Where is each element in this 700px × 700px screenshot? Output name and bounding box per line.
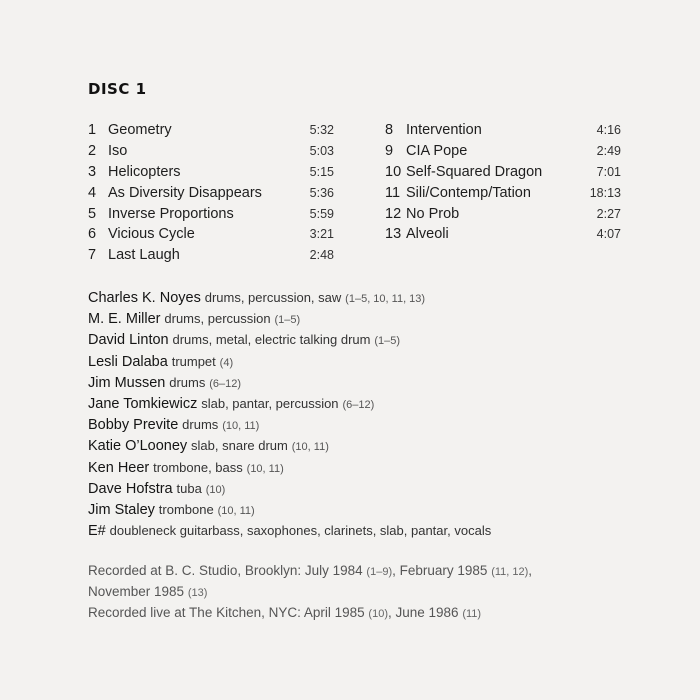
tracklist-left — [88, 122, 334, 268]
track-title: Sili/Contemp/Tation — [406, 184, 531, 201]
track-row — [88, 185, 334, 206]
studio-text: November 1985 — [88, 584, 185, 599]
track-refs: (1–9) — [366, 566, 393, 578]
track-refs: (10, 11) — [291, 441, 329, 454]
track-row — [385, 143, 621, 164]
track-duration: 5:32 — [309, 123, 334, 137]
credit-line — [88, 437, 648, 458]
track-refs: (13) — [187, 587, 208, 599]
track-number: 12 — [385, 205, 402, 222]
track-duration: 3:21 — [309, 227, 334, 242]
musician-name: M. E. Miller — [88, 311, 161, 328]
recording-info — [88, 561, 608, 624]
musician-name: Jane Tomkiewicz — [88, 395, 198, 412]
instruments: tuba — [176, 480, 202, 496]
credit-line — [88, 289, 648, 310]
track-row — [88, 143, 334, 164]
track-refs: (11) — [462, 608, 482, 620]
track-duration: 2:49 — [596, 143, 621, 158]
track-title: Last Laugh — [108, 247, 180, 264]
track-number: 11 — [385, 184, 401, 201]
track-title: Inverse Proportions — [108, 205, 234, 222]
track-title: Self-Squared Dragon — [406, 163, 543, 180]
musician-name: David Linton — [88, 332, 169, 349]
credit-line — [88, 331, 648, 352]
track-row — [385, 206, 621, 227]
credit-line — [88, 374, 648, 395]
track-duration: 18:13 — [589, 185, 621, 200]
instruments: trombone — [158, 501, 214, 517]
track-number: 7 — [88, 247, 97, 264]
track-duration: 4:16 — [596, 123, 621, 137]
track-title: Alveoli — [406, 226, 449, 243]
musician-name: Katie O’Looney — [88, 438, 188, 455]
track-title: No Prob — [406, 205, 460, 222]
track-duration: 2:48 — [309, 248, 334, 263]
track-title: CIA Pope — [406, 142, 468, 159]
credit-line — [88, 395, 648, 416]
studio-text: , February 1985 — [392, 563, 488, 578]
track-duration: 4:07 — [596, 227, 621, 242]
track-number: 13 — [385, 226, 402, 243]
track-title: Intervention — [406, 122, 482, 138]
track-refs: (4) — [219, 356, 234, 369]
track-row — [88, 206, 334, 227]
instruments: drums, percussion, saw — [204, 290, 342, 305]
track-refs: (11, 12) — [491, 566, 529, 578]
instruments: trombone, bass — [153, 459, 243, 475]
credit-line — [88, 353, 648, 374]
track-duration: 5:03 — [309, 143, 334, 158]
credit-line — [88, 522, 648, 543]
instruments: drums, percussion — [164, 311, 271, 327]
instruments: trumpet — [171, 353, 216, 369]
track-number: 2 — [88, 142, 97, 159]
disc-title: DISC 1 — [88, 80, 147, 98]
live-text: Recorded live at The Kitchen, NYC: April 1985 — [88, 605, 365, 620]
credit-line — [88, 459, 648, 480]
track-number: 1 — [88, 122, 97, 138]
track-row — [88, 122, 334, 143]
musician-name: Jim Staley — [88, 501, 155, 518]
track-refs: (10, 11) — [222, 420, 260, 433]
studio-recording-line — [88, 561, 608, 603]
track-refs: (10) — [205, 483, 226, 496]
instruments: doubleneck guitarbass, saxophones, clarinets, slab, pantar, vocals — [109, 523, 492, 539]
instruments: slab, pantar, percussion — [201, 395, 339, 411]
live-text: , June 1986 — [387, 605, 459, 620]
track-title: Helicopters — [108, 163, 181, 180]
track-title: Vicious Cycle — [108, 226, 195, 243]
musician-name: Jim Mussen — [88, 374, 166, 391]
instruments: slab, snare drum — [191, 438, 288, 454]
track-duration: 5:15 — [309, 164, 334, 179]
musician-name: Bobby Previte — [88, 417, 179, 434]
track-title: Geometry — [108, 122, 172, 138]
studio-text: Recorded at B. C. Studio, Brooklyn: July 1984 — [88, 563, 363, 578]
track-number: 6 — [88, 226, 97, 243]
track-refs: (1–5) — [374, 335, 401, 348]
credit-line — [88, 480, 648, 501]
track-number: 5 — [88, 205, 97, 222]
track-row — [88, 164, 334, 185]
track-title: Iso — [108, 142, 128, 159]
track-refs: (10) — [368, 608, 388, 620]
instruments: drums — [169, 374, 206, 390]
track-number: 3 — [88, 163, 97, 180]
tracklist-right — [385, 122, 621, 247]
credit-line — [88, 501, 648, 522]
track-refs: (6–12) — [209, 377, 242, 390]
credit-line — [88, 416, 648, 437]
instruments: drums, metal, electric talking drum — [172, 332, 371, 348]
track-row — [385, 185, 621, 206]
track-refs: (6–12) — [342, 398, 375, 411]
credit-line — [88, 310, 648, 331]
track-refs: (10, 11) — [217, 504, 255, 517]
track-row — [385, 122, 621, 143]
musician-name: E# — [88, 523, 106, 540]
track-title: As Diversity Disappears — [108, 184, 262, 201]
track-refs: (10, 11) — [246, 462, 284, 475]
track-row — [385, 226, 621, 247]
track-row — [88, 226, 334, 247]
track-refs: (1–5, 10, 11, 13) — [345, 293, 426, 305]
musician-name: Charles K. Noyes — [88, 290, 201, 306]
track-refs: (1–5) — [274, 314, 301, 327]
track-number: 9 — [385, 142, 394, 159]
track-duration: 7:01 — [596, 164, 621, 179]
musician-name: Dave Hofstra — [88, 480, 173, 497]
instruments: drums — [182, 417, 219, 433]
track-duration: 5:36 — [309, 185, 334, 200]
track-number: 10 — [385, 163, 402, 180]
personnel-credits — [88, 289, 648, 543]
live-recording-line — [88, 603, 608, 624]
studio-text: , — [528, 563, 533, 578]
track-row — [88, 247, 334, 268]
track-row — [385, 164, 621, 185]
track-number: 4 — [88, 184, 97, 201]
track-duration: 2:27 — [596, 206, 621, 221]
musician-name: Ken Heer — [88, 459, 150, 476]
track-number: 8 — [385, 122, 394, 138]
musician-name: Lesli Dalaba — [88, 353, 168, 370]
track-duration: 5:59 — [309, 206, 334, 221]
